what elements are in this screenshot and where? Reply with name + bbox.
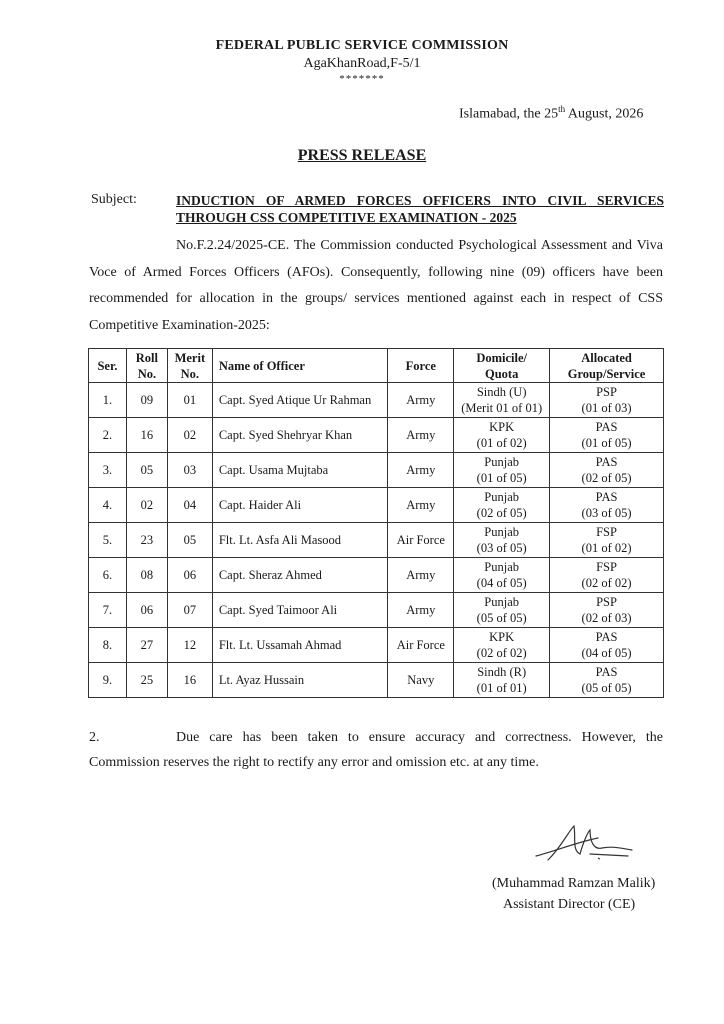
cell-allocated: PAS (02 of 05) bbox=[550, 453, 664, 488]
cell-domicile: Sindh (R) (01 of 01) bbox=[454, 663, 550, 698]
page-title: PRESS RELEASE bbox=[297, 147, 427, 164]
cell-domicile: Sindh (U) (Merit 01 of 01) bbox=[454, 383, 550, 418]
signatory-designation: Assistant Director (CE) bbox=[503, 897, 636, 912]
cell-roll: 08 bbox=[126, 558, 167, 593]
cell-force: Air Force bbox=[388, 628, 454, 663]
cell-force: Army bbox=[388, 418, 454, 453]
table-row bbox=[89, 418, 664, 453]
cell-name: Capt. Usama Mujtaba bbox=[212, 453, 388, 488]
subject-text: INDUCTION OF ARMED FORCES OFFICERS INTO CIVIL SERVICES THROUGH CSS COMPETITIVE EXAMINATION - 2025 bbox=[176, 193, 664, 225]
cell-roll: 27 bbox=[126, 628, 167, 663]
cell-roll: 06 bbox=[126, 593, 167, 628]
table-row bbox=[89, 558, 664, 593]
cell-force: Army bbox=[388, 488, 454, 523]
cell-merit: 07 bbox=[167, 593, 212, 628]
cell-roll: 02 bbox=[126, 488, 167, 523]
cell-roll: 09 bbox=[126, 383, 167, 418]
cell-allocated: FSP (01 of 02) bbox=[550, 523, 664, 558]
cell-domicile: Punjab (02 of 05) bbox=[454, 488, 550, 523]
table-row bbox=[89, 663, 664, 698]
cell-force: Army bbox=[388, 593, 454, 628]
cell-domicile: Punjab (05 of 05) bbox=[454, 593, 550, 628]
header-name: Name of Officer bbox=[212, 349, 388, 383]
cell-merit: 06 bbox=[167, 558, 212, 593]
subject-label: Subject: bbox=[91, 192, 137, 207]
cell-domicile: Punjab (04 of 05) bbox=[454, 558, 550, 593]
cell-domicile: KPK (02 of 02) bbox=[454, 628, 550, 663]
header-ser: Ser. bbox=[89, 349, 127, 383]
cell-name: Capt. Syed Shehryar Khan bbox=[212, 418, 388, 453]
header-allocated: Allocated Group/Service bbox=[550, 349, 664, 383]
cell-merit: 02 bbox=[167, 418, 212, 453]
cell-name: Capt. Haider Ali bbox=[212, 488, 388, 523]
cell-allocated: PSP (02 of 03) bbox=[550, 593, 664, 628]
cell-ser: 6. bbox=[89, 558, 127, 593]
table-row bbox=[89, 593, 664, 628]
cell-force: Navy bbox=[388, 663, 454, 698]
cell-merit: 03 bbox=[167, 453, 212, 488]
cell-name: Flt. Lt. Ussamah Ahmad bbox=[212, 628, 388, 663]
cell-allocated: PSP (01 of 03) bbox=[550, 383, 664, 418]
header-domicile: Domicile/ Quota bbox=[454, 349, 550, 383]
table-row bbox=[89, 523, 664, 558]
cell-force: Air Force bbox=[388, 523, 454, 558]
cell-ser: 4. bbox=[89, 488, 127, 523]
cell-merit: 12 bbox=[167, 628, 212, 663]
cell-merit: 05 bbox=[167, 523, 212, 558]
cell-force: Army bbox=[388, 383, 454, 418]
officers-table bbox=[88, 348, 664, 698]
table-row bbox=[89, 453, 664, 488]
issue-date: Islamabad, the 25th August, 2026 bbox=[459, 104, 644, 122]
cell-force: Army bbox=[388, 558, 454, 593]
cell-ser: 3. bbox=[89, 453, 127, 488]
cell-name: Capt. Syed Taimoor Ali bbox=[212, 593, 388, 628]
header-roll: Roll No. bbox=[126, 349, 167, 383]
cell-allocated: PAS (01 of 05) bbox=[550, 418, 664, 453]
cell-ser: 2. bbox=[89, 418, 127, 453]
cell-domicile: Punjab (03 of 05) bbox=[454, 523, 550, 558]
cell-allocated: PAS (05 of 05) bbox=[550, 663, 664, 698]
organization-name: FEDERAL PUBLIC SERVICE COMMISSION bbox=[215, 38, 509, 53]
cell-name: Lt. Ayaz Hussain bbox=[212, 663, 388, 698]
cell-ser: 7. bbox=[89, 593, 127, 628]
cell-ser: 9. bbox=[89, 663, 127, 698]
cell-name: Flt. Lt. Asfa Ali Masood bbox=[212, 523, 388, 558]
cell-roll: 05 bbox=[126, 453, 167, 488]
cell-merit: 01 bbox=[167, 383, 212, 418]
signature-mark bbox=[528, 820, 638, 870]
cell-ser: 1. bbox=[89, 383, 127, 418]
paragraph-1: No.F.2.24/2025-CE. The Commission conducted Psychological Assessment and Viva Voce of Armed Forces Officers (AFOs). Consequently, following nine (09) officers have been recommended for allocation in the groups/ services mentioned against each in respect of CSS Competitive Examination-2025: bbox=[89, 238, 663, 333]
header-force: Force bbox=[388, 349, 454, 383]
cell-ser: 5. bbox=[89, 523, 127, 558]
paragraph-2: 2. Due care has been taken to ensure accuracy and correctness. However, the Commission reserves the right to rectify any error and omission etc. at any time. bbox=[89, 730, 663, 770]
cell-allocated: PAS (03 of 05) bbox=[550, 488, 664, 523]
cell-roll: 23 bbox=[126, 523, 167, 558]
organization-address: AgaKhanRoad,F-5/1 bbox=[303, 56, 421, 71]
cell-merit: 04 bbox=[167, 488, 212, 523]
cell-domicile: KPK (01 of 02) bbox=[454, 418, 550, 453]
table-row bbox=[89, 383, 664, 418]
cell-roll: 25 bbox=[126, 663, 167, 698]
cell-ser: 8. bbox=[89, 628, 127, 663]
cell-name: Capt. Syed Atique Ur Rahman bbox=[212, 383, 388, 418]
signatory-name: (Muhammad Ramzan Malik) bbox=[492, 876, 656, 891]
cell-allocated: PAS (04 of 05) bbox=[550, 628, 664, 663]
header-merit: Merit No. bbox=[167, 349, 212, 383]
table-header-row bbox=[89, 349, 664, 383]
header-separator: ******* bbox=[339, 73, 385, 85]
cell-domicile: Punjab (01 of 05) bbox=[454, 453, 550, 488]
cell-name: Capt. Sheraz Ahmed bbox=[212, 558, 388, 593]
table-row bbox=[89, 628, 664, 663]
cell-merit: 16 bbox=[167, 663, 212, 698]
cell-force: Army bbox=[388, 453, 454, 488]
cell-roll: 16 bbox=[126, 418, 167, 453]
cell-allocated: FSP (02 of 02) bbox=[550, 558, 664, 593]
table-row bbox=[89, 488, 664, 523]
